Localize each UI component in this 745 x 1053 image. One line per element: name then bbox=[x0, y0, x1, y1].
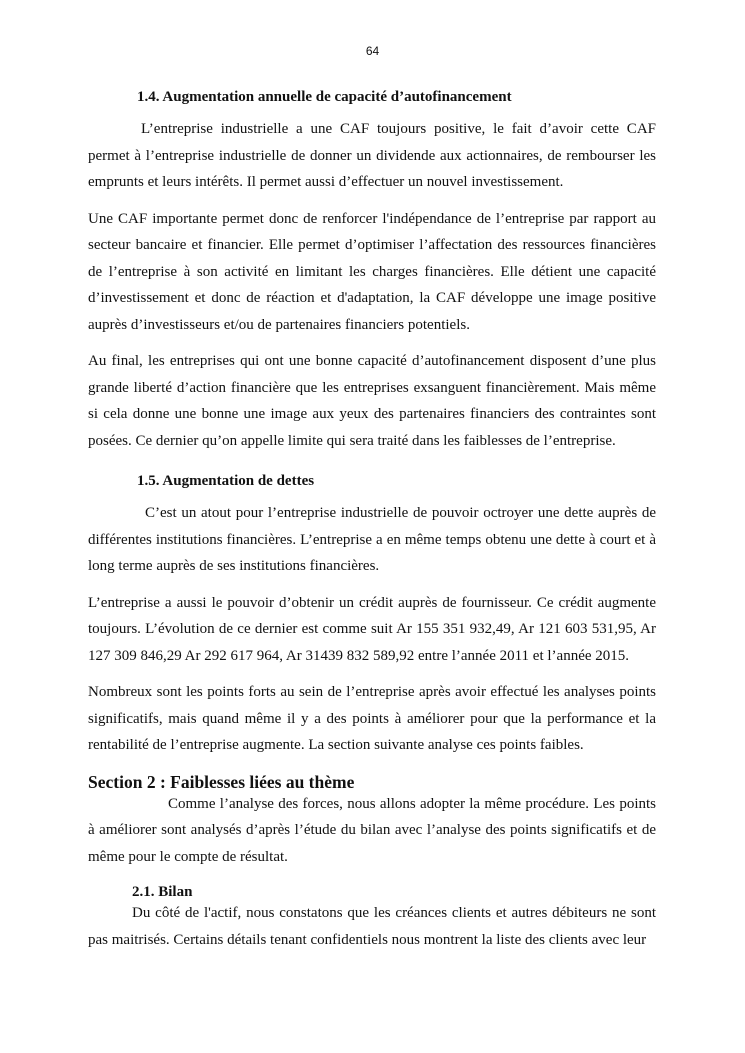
page-number: 64 bbox=[365, 44, 380, 58]
paragraph-1-5-c: Nombreux sont les points forts au sein de l’entreprise après avoir effectué les analyses points significatifs, mais quand même il y a des points à améliorer pour que la performance et la rentabilité de l’entreprise augmente. La section suivante analyse ces points faibles. bbox=[88, 684, 656, 753]
paragraph-1-4-a: L’entreprise industrielle a une CAF toujours positive, le fait d’avoir cette CAF permet à l’entreprise industrielle de donner un dividende aux actionnaires, de rembourser les emprunts et leurs intérêts. Il permet aussi d’effectuer un nouvel investissement. bbox=[88, 121, 656, 190]
heading-1-4: 1.4. Augmentation annuelle de capacité d’autofinancement bbox=[137, 89, 512, 105]
heading-1-5: 1.5. Augmentation de dettes bbox=[137, 473, 315, 489]
document-body bbox=[88, 84, 656, 963]
paragraph-1-4-b: Une CAF importante permet donc de renforcer l'indépendance de l’entreprise par rapport au secteur bancaire et financier. Elle permet d’optimiser l’affectation des ressources financières de l’entreprise à son activité en limitant les charges financières. Elle détient une capacité d’investissement et donc de réaction et d'adaptation, la CAF développe une image positive auprès d’investisseurs et/ou de partenaires financiers potentiels. bbox=[88, 210, 656, 333]
paragraph-1-4-c: Au final, les entreprises qui ont une bonne capacité d’autofinancement disposent d’une plus grande liberté d’action financière que les entreprises exsanguent financièrement. Mais même si cela donne une bonne une image aux yeux des partenaires financiers des contraintes sont posées. Ce dernier qu’on appelle limite qui sera traité dans les faiblesses de l’entreprise. bbox=[88, 353, 656, 449]
heading-2-1: 2.1. Bilan bbox=[132, 884, 193, 900]
paragraph-1-5-b: L’entreprise a aussi le pouvoir d’obtenir un crédit auprès de fournisseur. Ce crédit augmente toujours. L’évolution de ce dernier est comme suit Ar 155 351 932,49, Ar 121 603 531,95, Ar 127 309 846,29 Ar 292 617 964, Ar 31439 832 589,92 entre l’année 2011 et l’année 2015. bbox=[88, 594, 656, 664]
paragraph-section-2: Comme l’analyse des forces, nous allons adopter la même procédure. Les points à améliorer sont analysés d’après l’étude du bilan avec l’analyse des points significatifs et de même pour le compte de résultat. bbox=[88, 795, 656, 865]
heading-section-2: Section 2 : Faiblesses liées au thème bbox=[88, 771, 355, 792]
paragraph-1-5-a: C’est un atout pour l’entreprise industrielle de pouvoir octroyer une dette auprès de différentes institutions financières. L’entreprise a en même temps obtenu une dette à court et à long terme auprès de ses institutions financières. bbox=[88, 505, 656, 574]
paragraph-2-1: Du côté de l'actif, nous constatons que les créances clients et autres débiteurs ne sont pas maitrisés. Certains détails tenant confidentiels nous montrent la liste des clients avec leur bbox=[88, 905, 656, 948]
